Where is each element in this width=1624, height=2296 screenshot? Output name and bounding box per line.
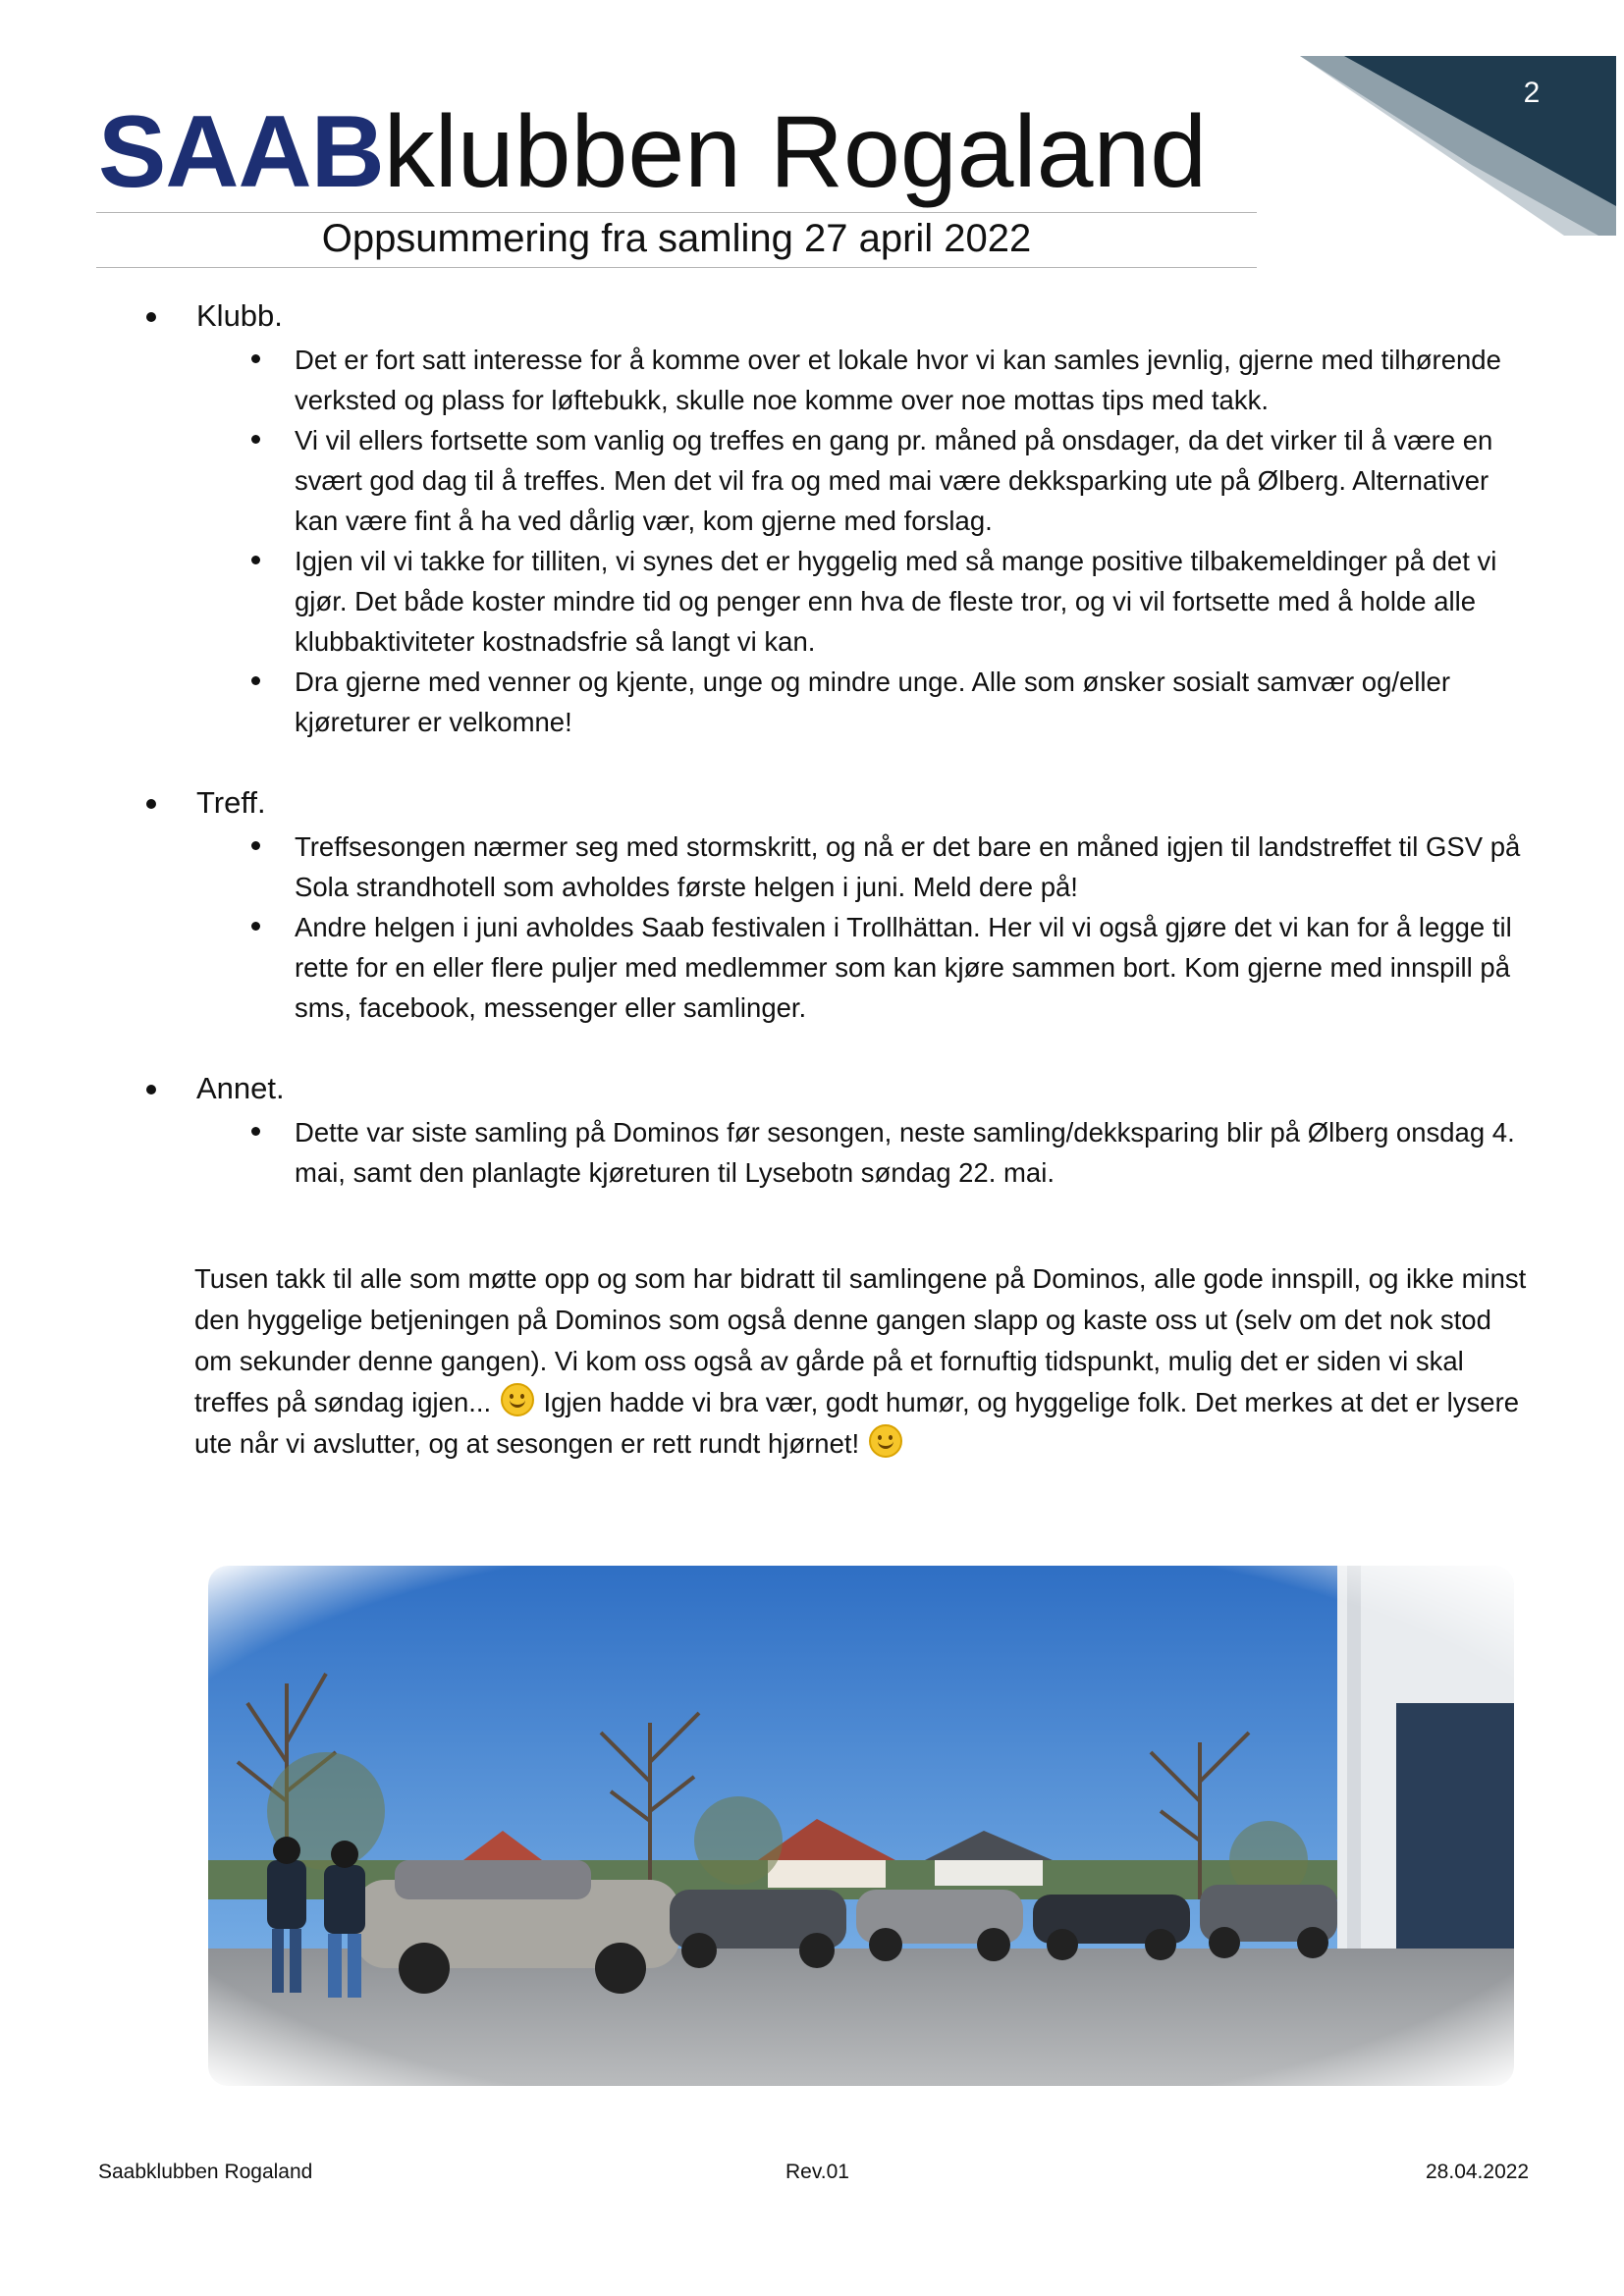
section-heading [0,781,1624,825]
corner-decoration [1300,0,1624,236]
club-logo [98,95,1208,209]
smiley-emoji-icon [501,1383,534,1416]
list-item-text: Treffsesongen nærmer seg med stormskritt, og nå er det bare en måned igjen til landstreffet til GSV på Sola strandhotell som avholdes første helgen i juni. Meld dere på! [295,831,1521,902]
parking-lot-photo-illustration [208,1566,1514,2086]
list-item [0,827,1624,907]
page-subtitle: Oppsummering fra samling 27 april 2022 [321,217,1032,260]
closing-text-part1: Tusen takk til alle som møtte opp og som har bidratt til samlingene på Dominos, alle gode innspill, og ikke minst den hyggelige betjeningen på Dominos som også denne gangen slapp og kaste oss ut (selv om det nok stod om sekunder denne gangen). Vi kom oss også av gårde på et fornuftig tidspunkt, mulig det er siden vi skal treffes på søndag igjen... [194,1263,1527,1417]
bullet-dot-icon [251,922,260,931]
list-item [0,907,1624,1028]
bullet-dot-icon [251,435,260,444]
smiley-emoji-icon [869,1424,902,1458]
list-item-text: Vi vil ellers fortsette som vanlig og treffes en gang pr. måned på onsdager, da det virker til å være en svært god dag til å treffes. Men det vil fra og med mai være dekksparking ute på Ølberg. Alternativer kan være fint å ha ved dårlig vær, kom gjerne med forslag. [295,425,1493,536]
list-item [0,420,1624,541]
closing-text-part2: Igjen hadde vi bra vær, godt humør, og hyggelige folk. Det merkes at det er lysere ute når vi avslutter, og at sesongen er rett rundt hjørnet! [194,1387,1520,1459]
bullet-dot-icon [251,676,260,685]
bullet-dot-icon [146,312,156,322]
list-item [0,662,1624,742]
header-rule-bottom [96,267,1257,268]
bullet-dot-icon [251,1127,260,1136]
bullet-dot-icon [251,354,260,363]
bullet-dot-icon [251,556,260,564]
list-item-text: Det er fort satt interesse for å komme over et lokale hvor vi kan samles jevnlig, gjerne med tilhørende verksted og plass for løftebukk, skulle noe komme over noe mottas tips med takk. [295,345,1501,415]
footer-club-name: Saabklubben Rogaland [98,2161,313,2183]
logo-club-text: klubben Rogaland [383,95,1208,209]
meeting-photo [208,1566,1514,2086]
closing-paragraph [194,1258,1530,1465]
section-title: Klubb. [196,298,283,333]
bullet-dot-icon [146,799,156,809]
list-item [0,340,1624,420]
list-item-text: Andre helgen i juni avholdes Saab festivalen i Trollhättan. Her vil vi også gjøre det vi kan for å legge til rette for en eller flere puljer med medlemmer som kan kjøre sammen bort. Kom gjerne med innspill på sms, facebook, messenger eller samlinger. [295,912,1512,1023]
list-item-text: Dra gjerne med venner og kjente, unge og mindre unge. Alle som ønsker sosialt samvær og/eller kjøreturer er velkomne! [295,667,1450,737]
bullet-dot-icon [251,841,260,850]
main-content [0,294,1624,1193]
section-title: Annet. [196,1071,285,1105]
section-heading [0,1067,1624,1110]
list-item [0,1112,1624,1193]
logo-saab-text: SAAB [98,95,384,209]
page-number: 2 [1523,77,1541,109]
section-title: Treff. [196,785,266,820]
section-heading [0,294,1624,338]
section-treff [0,781,1624,1028]
footer-date: 28.04.2022 [1426,2161,1530,2183]
section-klubb [0,294,1624,742]
list-item [0,541,1624,662]
footer-revision: Rev.01 [785,2161,849,2183]
section-annet [0,1067,1624,1193]
list-item-text: Igjen vil vi takke for tilliten, vi synes det er hyggelig med så mange positive tilbakemeldinger på det vi gjør. Det både koster mindre tid og penger enn hva de fleste tror, og vi vil fortsette med å holde alle klubbaktiviteter kostnadsfrie så langt vi kan. [295,546,1497,657]
bullet-dot-icon [146,1085,156,1095]
list-item-text: Dette var siste samling på Dominos før sesongen, neste samling/dekksparing blir på Ølberg onsdag 4. mai, samt den planlagte kjøreturen til Lysebotn søndag 22. mai. [295,1117,1515,1188]
